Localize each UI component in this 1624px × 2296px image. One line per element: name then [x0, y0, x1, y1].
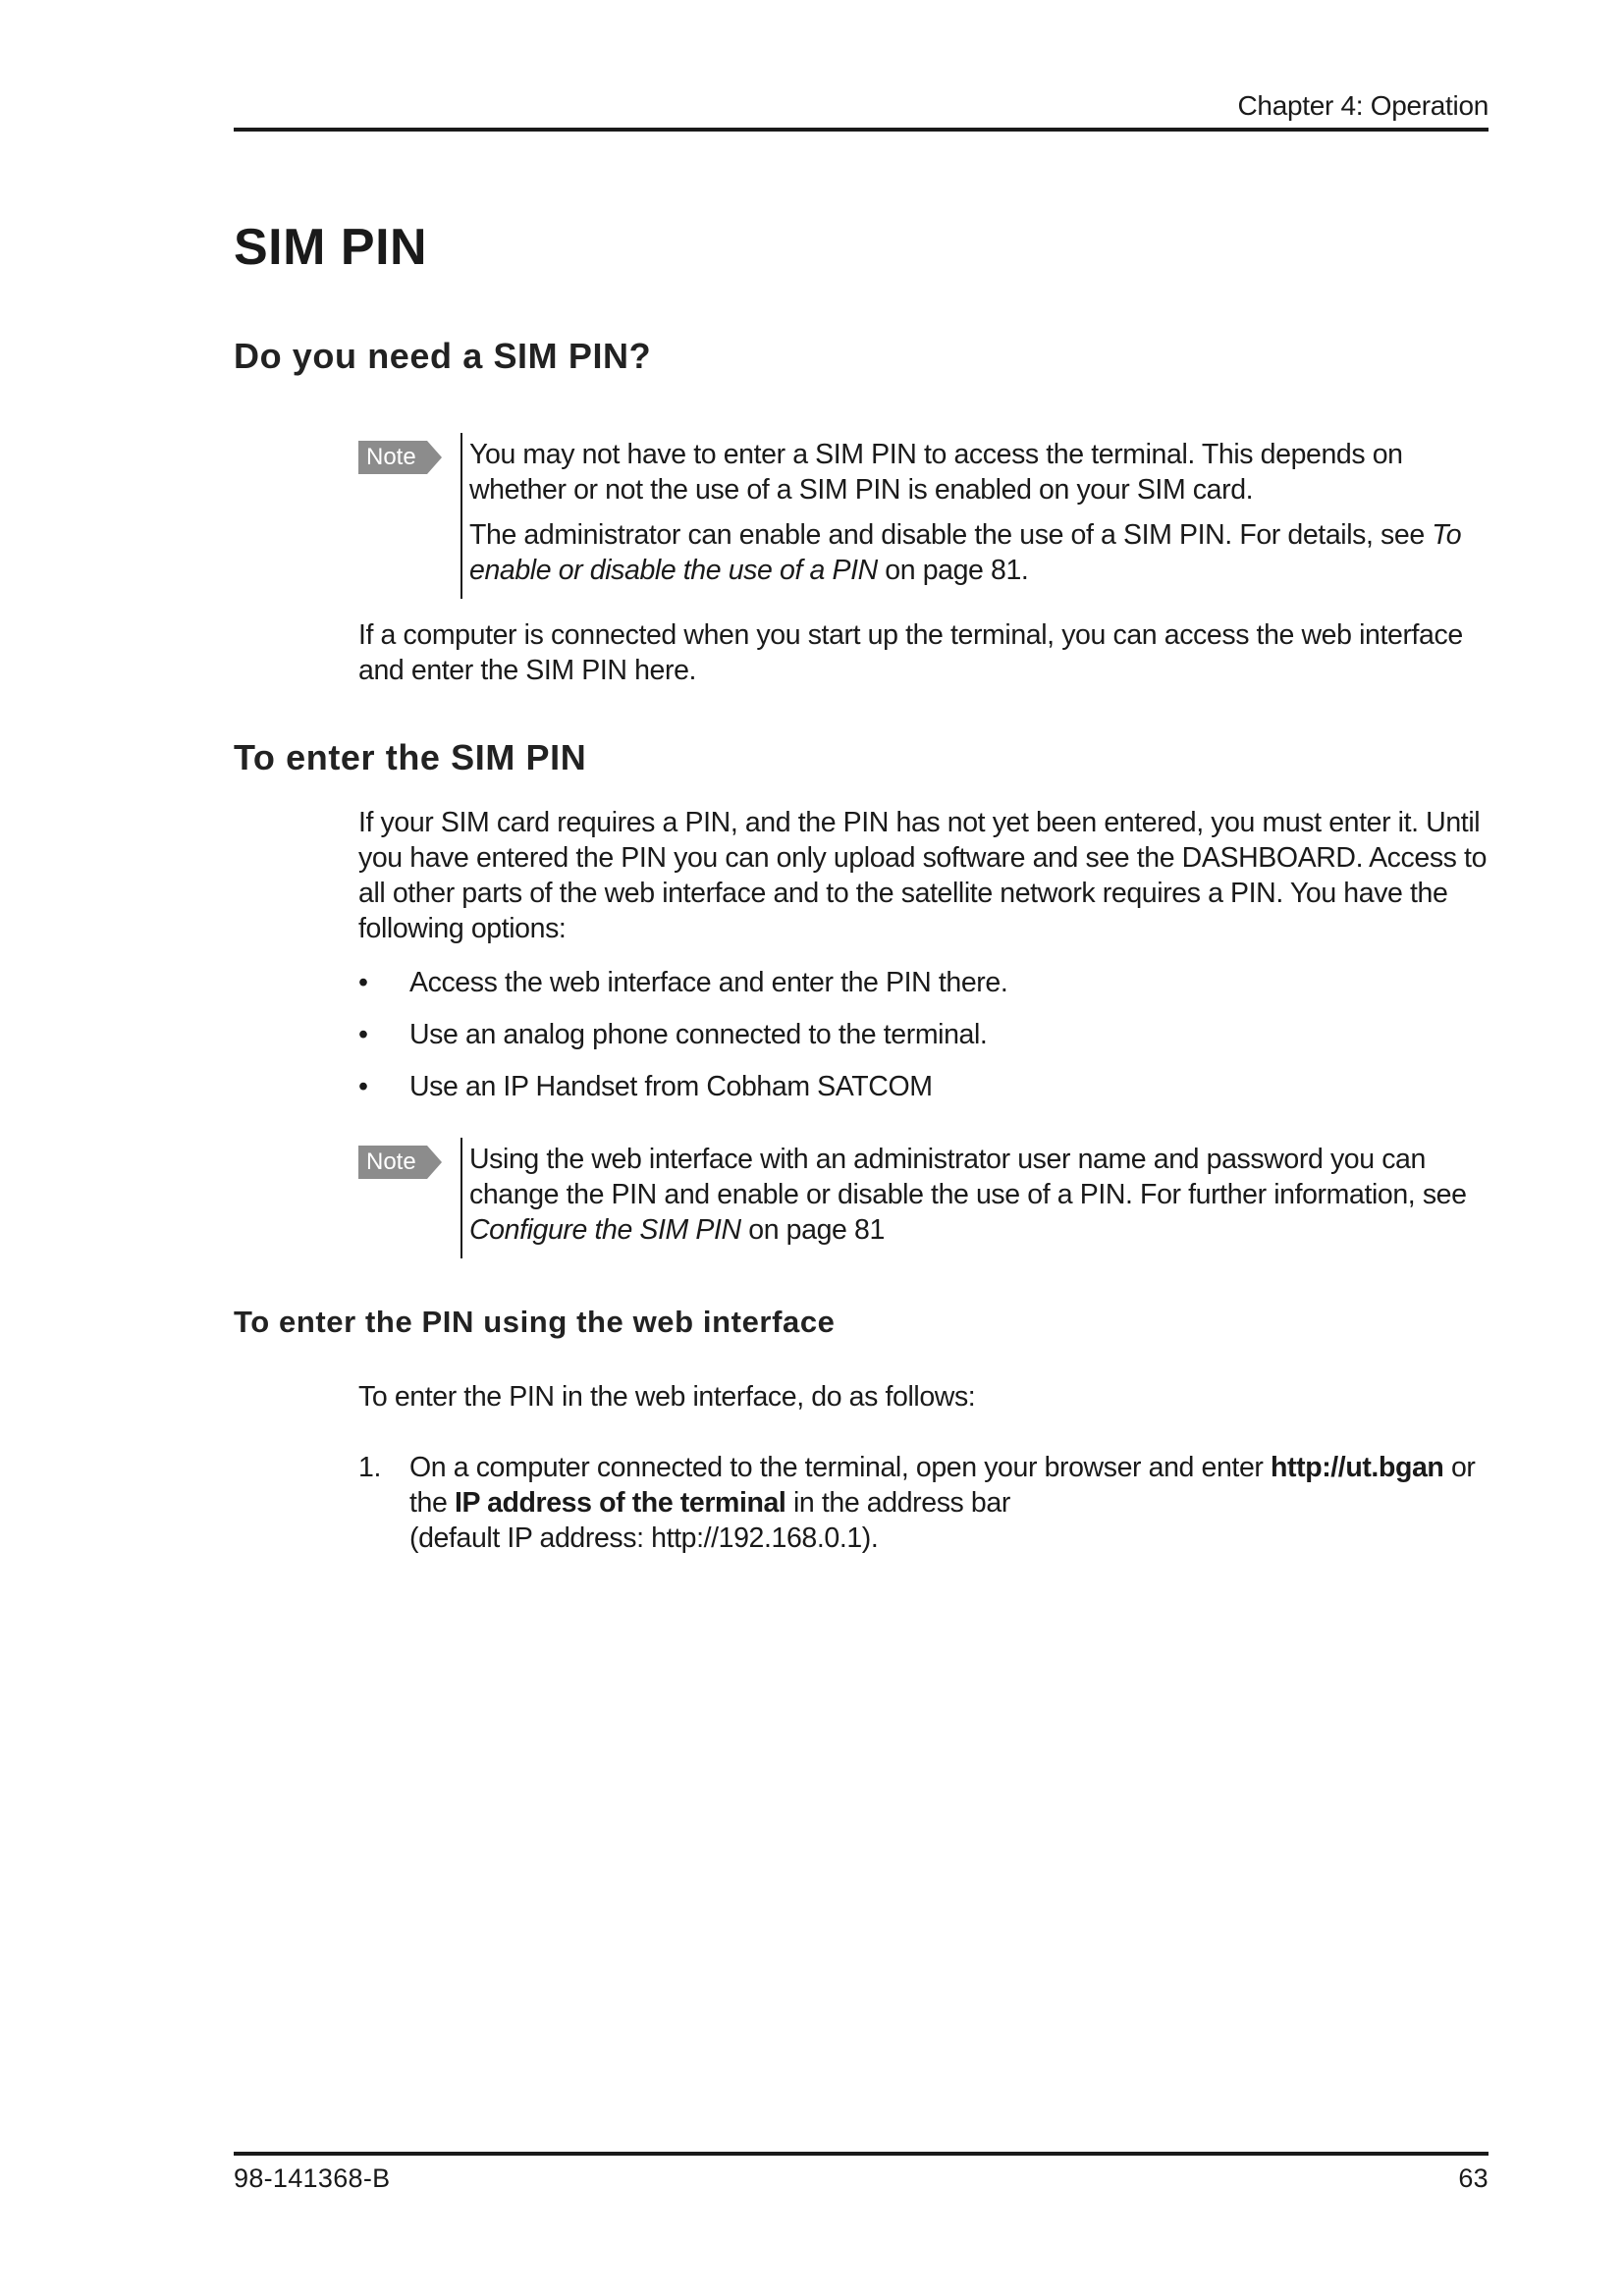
url-text: http://ut.bgan — [1271, 1452, 1444, 1483]
footer-rule — [234, 2152, 1489, 2156]
running-header: Chapter 4: Operation — [1237, 90, 1489, 121]
note-bar — [460, 433, 462, 599]
body-paragraph: To enter the PIN in the web interface, do as follows: — [358, 1381, 976, 1413]
body-paragraph: If a computer is connected when you start up the terminal, you can access the web interface and enter the SIM PIN here. — [358, 619, 1463, 686]
procedure-step — [358, 1450, 1492, 1556]
note-badge — [358, 1146, 427, 1179]
section-heading-enter-pin: To enter the SIM PIN — [234, 737, 587, 777]
cross-reference-link[interactable]: To enable or disable the use of a PIN — [469, 519, 1462, 586]
bullet-icon: • — [358, 1019, 368, 1050]
ip-address-text: IP address of the terminal — [454, 1487, 786, 1519]
document-number: 98-141368-B — [234, 2163, 391, 2193]
bullet-icon: • — [358, 967, 368, 998]
step-number: 1. — [358, 1452, 381, 1483]
note-paragraph: You may not have to enter a SIM PIN to access the terminal. This depends on whether or not the use of a SIM PIN is enabled on your SIM card. — [469, 439, 1403, 506]
body-paragraph: If your SIM card requires a PIN, and the PIN has not yet been entered, you must enter it. Until you have entered the PIN you can only upload software and see the DASHBOARD. Access to all other parts of the web interface and to the satellite network requires a PIN. You have the following options: — [358, 807, 1488, 944]
header-rule — [234, 128, 1489, 132]
note-paragraph: The administrator can enable and disable the use of a SIM PIN. For details, see To enable or disable the use of a PIN on page 81. — [469, 519, 1462, 586]
bullet-icon: • — [358, 1071, 368, 1102]
note-text — [469, 437, 1490, 588]
page-title: SIM PIN — [234, 219, 428, 276]
subsection-heading-web-interface: To enter the PIN using the web interface — [234, 1305, 836, 1339]
note-bar — [460, 1138, 462, 1258]
cross-reference-link[interactable]: Configure the SIM PIN — [469, 1214, 741, 1246]
page-number: 63 — [1458, 2163, 1489, 2193]
note-badge-label: Note — [366, 1148, 416, 1175]
section-heading-need-pin: Do you need a SIM PIN? — [234, 336, 652, 376]
note-badge-label: Note — [366, 444, 416, 470]
note-text — [469, 1142, 1490, 1248]
note-paragraph: Using the web interface with an administrator user name and password you can change the PIN and enable or disable the use of a PIN. For further information, see Configure the SIM PIN on page 81 — [469, 1144, 1467, 1246]
step-text: On a computer connected to the terminal, open your browser and enter http://ut.bgan or the IP address of the terminal in the address bar (default IP address: http://192.168.0.1). — [409, 1452, 1476, 1554]
note-badge — [358, 441, 427, 474]
